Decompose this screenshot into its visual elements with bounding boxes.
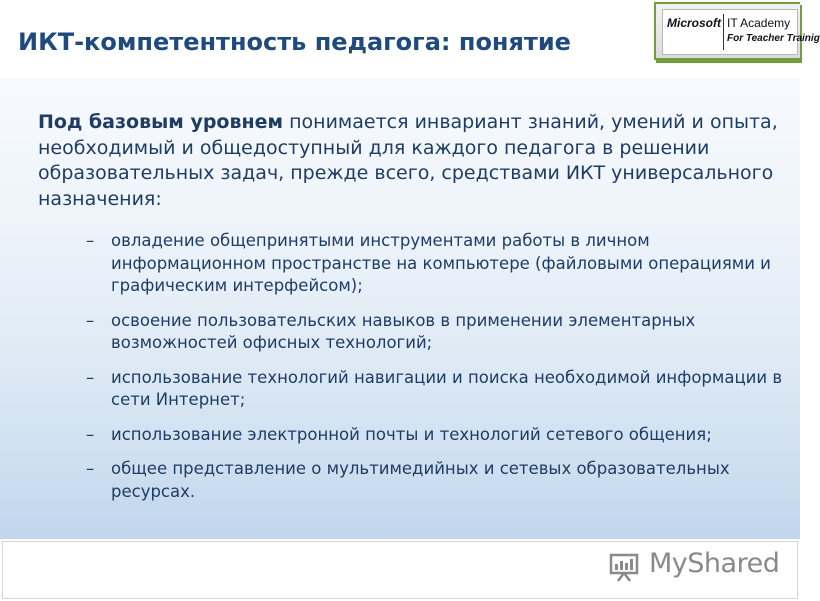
logo-academy-subtitle: For Teacher Trainig <box>727 33 820 44</box>
logo-academy-name: IT Academy <box>727 16 791 30</box>
bullet-dash: – <box>86 459 95 478</box>
bullet-list <box>86 230 786 515</box>
slide-title: ИКТ-компетентность педагога: понятие <box>18 28 571 56</box>
logo-divider <box>723 14 724 50</box>
logo-brand: Microsoft <box>667 16 721 30</box>
slide-header <box>0 0 820 78</box>
bullet-item <box>86 424 786 447</box>
footer-frame <box>2 541 798 599</box>
bullet-dash: – <box>86 367 95 387</box>
presentation-board-icon <box>609 552 639 582</box>
bullet-text: освоение пользовательских навыков в применении элементарных возможностей офисных технологий; <box>111 310 696 352</box>
main-paragraph-lead: Под базовым уровнем <box>38 111 284 133</box>
bullet-item <box>86 310 786 355</box>
main-paragraph <box>38 110 778 212</box>
bullet-text: овладение общепринятыми инструментами работы в личном информационном пространстве на компьютере (файловыми операциями и графическим интерфейсом); <box>111 231 771 295</box>
it-academy-logo <box>654 2 820 60</box>
main-paragraph-text: понимается инвариант знаний, умений и опыта, необходимый и общедоступный для каждого педагога в решении образовательных задач, прежде всего, средствами ИКТ универсального назначения: <box>38 111 778 210</box>
bullet-dash: – <box>86 424 95 444</box>
bullet-dash: – <box>86 231 95 250</box>
slide-footer <box>0 538 800 601</box>
bullet-text: общее представление о мультимедийных и сетевых образовательных ресурсах. <box>111 459 730 501</box>
bullet-text: использование электронной почты и технологий сетевого общения; <box>111 424 712 444</box>
bullet-item <box>86 230 786 298</box>
bullet-dash: – <box>86 310 95 330</box>
logo-plate <box>662 9 820 55</box>
bullet-text: использование технологий навигации и поиска необходимой информации в сети Интернет; <box>111 367 783 409</box>
slide-content <box>0 78 800 538</box>
bullet-item <box>86 458 786 503</box>
myshared-wordmark: MyShared <box>649 548 780 579</box>
bullet-item <box>86 367 786 412</box>
